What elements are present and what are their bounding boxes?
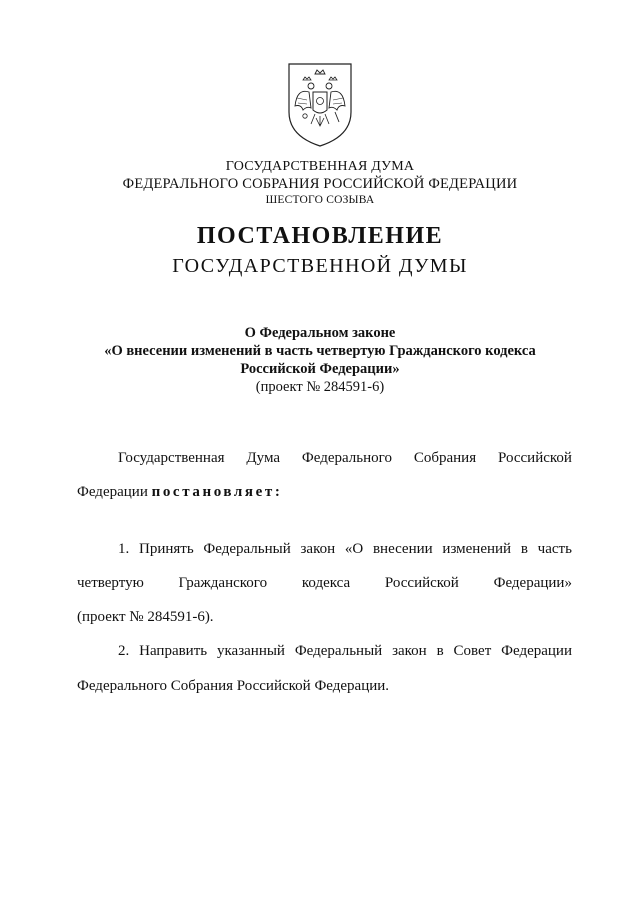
document-subtitle: ГОСУДАРСТВЕННОЙ ДУМЫ: [172, 255, 468, 277]
word: Направить: [139, 643, 208, 659]
word: изменений: [442, 541, 512, 557]
item-1-line-1: [118, 541, 572, 558]
word: в: [436, 643, 444, 659]
word: Федерации: [501, 643, 572, 659]
word: «О: [344, 541, 364, 557]
word: Российской: [498, 450, 572, 466]
preamble-emphasis: постановляет:: [151, 484, 283, 500]
header-line-2: ФЕДЕРАЛЬНОГО СОБРАНИЯ РОССИЙСКОЙ ФЕДЕРАЦИИ: [122, 176, 518, 192]
item-2-line-2: Федерального Собрания Российской Федерации.: [77, 678, 390, 694]
word: Федерального: [301, 450, 392, 466]
word: Принять: [138, 541, 194, 557]
word: закон: [392, 643, 427, 659]
item-1-line-2: [77, 575, 572, 592]
word: Совет: [453, 643, 492, 659]
preamble-line-2: [77, 484, 282, 501]
word: Государственная: [118, 450, 225, 466]
coat-of-arms-emblem: [285, 60, 355, 150]
header-line-3: ШЕСТОГО СОЗЫВА: [265, 194, 375, 206]
word: четвертую: [77, 575, 144, 591]
word: Российской: [384, 575, 459, 591]
word: кодекса: [301, 575, 351, 591]
word: Гражданского: [178, 575, 268, 591]
word: 1.: [118, 541, 130, 557]
word: 2.: [118, 643, 130, 659]
about-line-3: Российской Федерации»: [240, 361, 400, 377]
preamble-line-1: [118, 450, 572, 467]
item-1-line-3: (проект № 284591-6).: [77, 609, 214, 625]
document-title: ПОСТАНОВЛЕНИЕ: [196, 223, 444, 249]
word: Федеральный: [294, 643, 383, 659]
word: указанный: [216, 643, 285, 659]
word: Федерации»: [493, 575, 572, 591]
header-line-1: ГОСУДАРСТВЕННАЯ ДУМА: [225, 159, 415, 174]
word: Федеральный: [203, 541, 291, 557]
word: часть: [537, 541, 572, 557]
about-line-4: (проект № 284591-6): [255, 379, 385, 395]
word: Дума: [246, 450, 281, 466]
item-2-line-1: [118, 643, 572, 660]
word: Собрания: [413, 450, 477, 466]
word: закон: [300, 541, 336, 557]
about-line-1: О Федеральном законе: [244, 325, 396, 341]
preamble-start: Федерации: [77, 484, 148, 500]
word: внесении: [372, 541, 433, 557]
about-line-2: «О внесении изменений в часть четвертую Гражданского кодекса: [104, 343, 536, 359]
word: в: [520, 541, 528, 557]
